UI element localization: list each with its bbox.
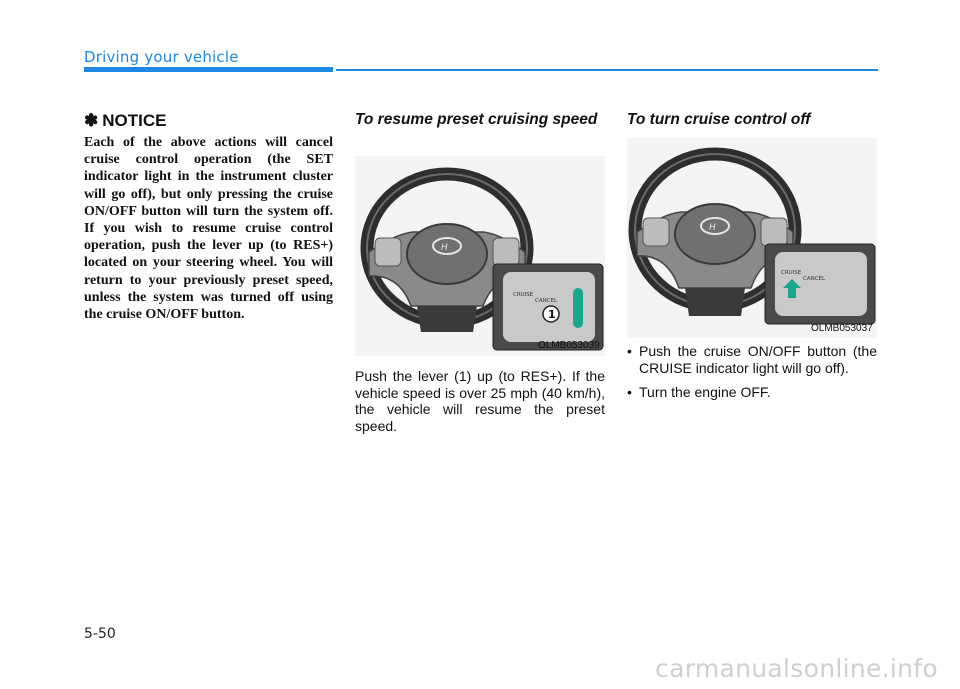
right-switch-panel (761, 218, 787, 246)
left-switch-panel (375, 238, 401, 266)
turn-off-figure-caption: OLMB053037 (811, 323, 873, 334)
right-switch-panel (493, 238, 519, 266)
cancel-label: CANCEL (535, 298, 558, 304)
svg-text:H: H (441, 243, 448, 253)
turn-off-bullets (627, 343, 877, 409)
notice-body: Each of the above actions will cancel cruise control operation (the SET indicator light in the instrument cluster will go off), but only pressing the cruise ON/OFF button will turn the system off. If you wish to resume cruise control operation, push the lever up (to RES+) located on your steering wheel. You will return to your previously preset speed, unless the system was turned off using the cruise ON/OFF button. (84, 135, 333, 323)
cruise-label: CRUISE (781, 270, 802, 276)
res-lever-highlight (573, 288, 583, 328)
list-item: • Push the cruise ON/OFF button (the CRUISE indicator light will go off). (627, 343, 877, 376)
steering-wheel-illustration (355, 156, 605, 356)
cruise-label: CRUISE (513, 292, 534, 298)
watermark: carmanualsonline.info (655, 654, 938, 683)
notice-heading (84, 111, 166, 131)
wheel-column (417, 306, 477, 332)
resume-heading: To resume preset cruising speed (355, 111, 598, 128)
notice-star-icon: ✽ (84, 111, 99, 130)
turn-off-heading: To turn cruise control off (627, 111, 811, 128)
header-rule-thin (336, 69, 878, 71)
resume-paragraph: Push the lever (1) up (to RES+). If the vehicle speed is over 25 mph (40 km/h), the vehicle will resume the preset speed. (355, 368, 605, 434)
left-switch-panel (643, 218, 669, 246)
header-title: Driving your vehicle (84, 48, 239, 66)
notice-title: NOTICE (102, 111, 167, 130)
wheel-column (685, 288, 745, 316)
header-rule-thick (84, 67, 333, 72)
callout-number: 1 (548, 308, 556, 321)
resume-figure (355, 156, 605, 356)
steering-wheel-illustration-2 (627, 138, 877, 338)
turn-off-figure (627, 138, 877, 338)
cancel-label: CANCEL (803, 276, 826, 282)
svg-text:H: H (709, 223, 716, 233)
list-item: • Turn the engine OFF. (627, 384, 877, 401)
page-number: 5-50 (84, 626, 116, 642)
resume-figure-caption: OLMB053039 (538, 340, 600, 351)
